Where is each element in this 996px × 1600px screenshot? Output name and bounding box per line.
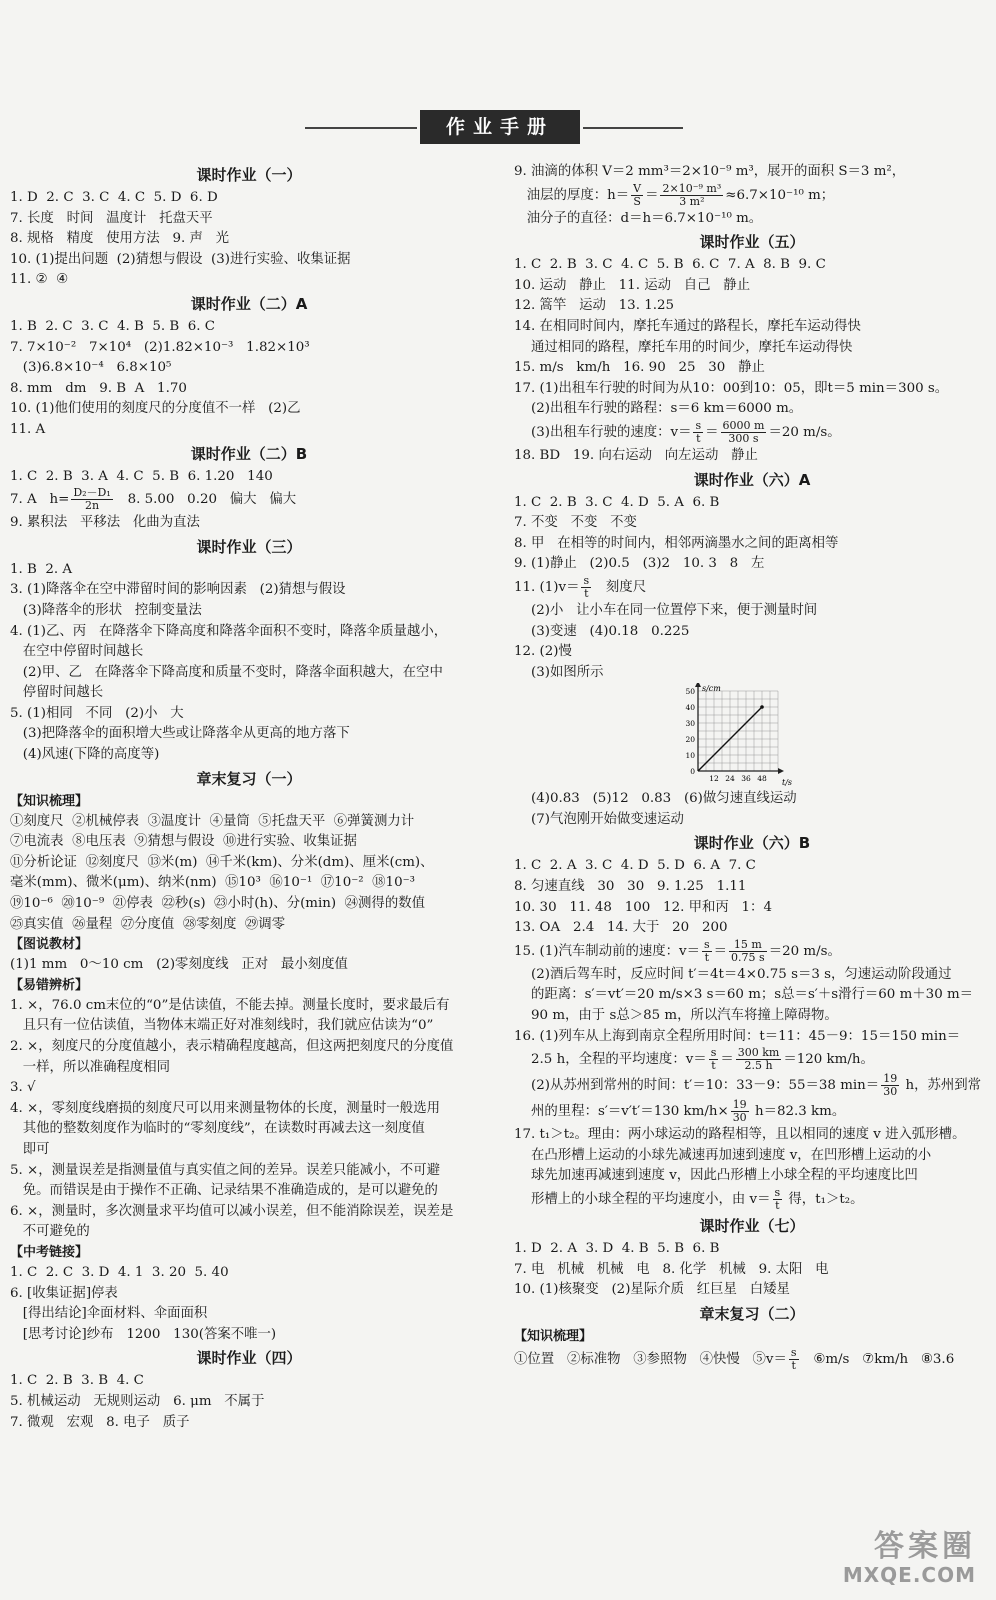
subsection-title: 【易错辨析】 [10,977,89,993]
answer-line: ⑲10⁻⁶ ⑳10⁻⁹ ㉑停表 ㉒秒(s) ㉓小时(h)、分(min) ㉔测得的数值 [10,896,425,912]
watermark-domain: MXQE.COM [842,1563,976,1587]
section-body [514,856,990,1213]
section-body [514,1327,990,1373]
answer-line: (3)如图所示 [514,664,604,680]
subsection-title: 【图说教材】 [10,937,89,953]
answer-line: 7. 电 机械 机械 电 8. 化学 机械 9. 太阳 电 [514,1261,829,1277]
s-t-graph [674,683,844,789]
text-run: ⑥m/s ⑦km/h ⑧3.6 [800,1351,955,1367]
x-axis-arrow [778,768,784,774]
answer-line: 1. C 2. C 3. D 4. 1 3. 20 5. 40 [10,1264,229,1280]
answer-line: 毫米(mm)、微米(μm)、纳米(nm) ⑮10³ ⑯10⁻¹ ⑰10⁻² ⑱10⁻³ [10,875,416,891]
denominator: t [704,950,710,964]
y-tick-label: 0 [690,767,695,777]
answer-line: 8. mm dm 9. B A 1.70 [10,380,187,396]
y-tick-label: 40 [685,703,695,713]
text-run: 15. (1)汽车制动前的速度：v＝ [514,943,700,959]
answer-line: 11. ② ④ [10,272,69,288]
denominator: 30 [732,1111,747,1125]
section-heading: 课时作业（三） [196,537,302,556]
answer-line: 油分子的直径：d＝h＝6.7×10⁻¹⁰ m。 [514,210,763,226]
answer-line [514,1073,990,1099]
answer-line: 90 m，由于 s总＞85 m，所以汽车将撞上障碍物。 [514,1008,838,1024]
text-run: ＝20 m/s。 [768,943,841,959]
answer-line: (1)1 mm 0～10 cm (2)零刻度线 正对 最小刻度值 [10,957,348,973]
numerator: 19 [883,1072,898,1086]
answer-line: 12. 篙竿 运动 13. 1.25 [514,298,675,314]
answer-line: 1. C 2. B 3. C 4. D 5. A 6. B [514,494,720,510]
answer-line [514,939,990,965]
numerator: 19 [732,1098,747,1112]
section-body [514,1239,990,1301]
y-tick-label: 20 [685,735,695,745]
fraction [581,575,591,600]
answer-line: 8. 规格 精度 使用方法 9. 声 光 [10,231,230,247]
answer-line: 2. ×，刻度尺的分度值越小，表示精确程度越高，但这两把刻度尺的分度值 [10,1039,454,1054]
numerator: D₂－D₁ [73,486,111,500]
denominator: 2n [85,499,100,513]
answer-line: ⑪分析论证 ⑫刻度尺 ⑬米(m) ⑭千米(km)、分米(dm)、厘米(cm)、 [10,854,434,870]
answer-line: 11. A [10,421,46,437]
answer-line: 13. OA 2.4 14. 大于 20 200 [514,920,728,936]
text-run: ＝ [720,1052,734,1068]
text-run: ≈6.7×10⁻¹⁰ m； [725,187,835,203]
answer-line [514,1047,990,1073]
answer-line: 其他的整数刻度作为临时的“零刻度线”，在读数时再减去这一刻度值 [10,1121,425,1137]
fraction [693,420,703,445]
x-tick-label: 48 [757,774,767,784]
answer-line: 17. (1)出租车行驶的时间为从10：00到10：05，即t＝5 min＝300 s。 [514,380,949,396]
answer-line: 1. B 2. C 3. C 4. B 5. B 6. C [10,318,216,334]
fraction [702,939,712,964]
section-heading: 课时作业（六）B [693,834,811,853]
text-run: 11. (1)v＝ [514,579,580,595]
x-tick-label: 24 [725,774,735,784]
header-rule-right [583,127,683,129]
answer-line: 1. B 2. A [10,561,73,577]
text-run: (3)出租车行驶的速度：v＝ [514,424,692,440]
denominator: 0.75 s [731,950,765,964]
text-run: 8. 5.00 0.20 偏大 偏大 [114,492,297,508]
answer-line: 10. (1)他们使用的刻度尺的分度值不一样 (2)乙 [10,401,301,417]
answer-line: (4)0.83 (5)12 0.83 (6)做匀速直线运动 [514,791,797,807]
numerator: 15 m [729,939,767,952]
fraction [731,1099,749,1124]
fraction [721,420,767,445]
numerator: s [583,573,590,587]
y-tick-label: 50 [685,687,695,697]
answer-line: 17. t₁＞t₂。理由：两小球运动的路程相等，且以相同的速度 v 进入弧形槽。 [514,1127,966,1143]
answer-line: 5. 机械运动 无规则运动 6. μm 不属于 [10,1393,265,1409]
denominator: t [711,1059,716,1073]
answer-line: (3)6.8×10⁻⁴ 6.8×10⁵ [10,360,172,376]
fraction [631,183,643,208]
text-run: ＝ [705,424,719,440]
answer-line: (7)气泡刚开始做变速运动 [514,811,684,827]
fraction [881,1073,899,1098]
section-body [514,255,990,466]
denominator: 30 [883,1085,898,1099]
answer-line: 且只有一位估读值，当物体末端正好对准刻线时，我们就应估读为“0” [10,1018,434,1034]
answer-line: 5. ×，测量误差是指测量值与真实值之间的差异。误差只能减小，不可避 [10,1162,440,1178]
answer-line: 3. √ [10,1080,36,1096]
subsection-title: 【知识梳理】 [514,1328,593,1344]
page-header-title: 作业手册 [420,110,580,144]
answer-line: 6. ×，测量时，多次测量求平均值可以减小误差，但不能消除误差，误差是 [10,1203,454,1219]
answer-line: (3)把降落伞的面积增大些或让降落伞从更高的地方落下 [10,726,350,742]
section-heading: 课时作业（一） [196,166,302,184]
answer-line: ㉕真实值 ㉖量程 ㉗分度值 ㉘零刻度 ㉙调零 [10,916,286,932]
answer-line: 球先加速再减速到速度 v，因此凸形槽上小球全程的平均速度比凹 [514,1168,918,1184]
answer-line: 14. 在相同时间内，摩托车通过的路程长，摩托车运动得快 [514,318,861,334]
answer-line: 8. 甲 在相等的时间内，相邻两滴墨水之间的距离相等 [514,535,839,551]
answer-line: (2)出租车行驶的路程：s＝6 km＝6000 m。 [514,401,803,417]
answer-line: 8. 匀速直线 30 30 9. 1.25 1.11 [514,879,747,895]
answer-line [10,487,488,513]
answer-line: (2)甲、乙 在降落伞下降高度和质量不变时，降落伞面积越大，在空中 [10,664,443,680]
answer-line: ⑦电流表 ⑧电压表 ⑨猜想与假设 ⑩进行实验、收集证据 [10,834,357,850]
section-body [10,317,488,441]
data-point [760,705,764,709]
answer-line: 10. (1)核聚变 (2)星际介质 红巨星 白矮星 [514,1282,790,1298]
answer-line: 16. (1)列车从上海到南京全程所用时间：t＝11：45－9：15＝150 min＝ [514,1028,961,1044]
x-tick-label: 36 [741,774,751,784]
y-tick-label: 10 [685,751,695,761]
answer-line [514,183,990,209]
text-run: 形槽上的小球全程的平均速度小，由 v＝ [514,1192,771,1207]
fraction [660,183,723,208]
answer-line: 1. C 2. A 3. C 4. D 5. D 6. A 7. C [514,858,756,874]
answer-line: 1. D 2. C 3. C 4. C 5. D 6. D [10,190,218,205]
right-column [514,162,990,1373]
denominator: S [633,194,641,208]
site-watermark [786,1530,976,1590]
answer-line: 即可 [10,1141,50,1157]
section-heading: 章末复习（二） [699,1304,805,1323]
numerator: 300 km [737,1046,780,1060]
answer-line: 9. (1)静止 (2)0.5 (3)2 10. 3 8 左 [514,556,765,572]
header-rule-left [305,127,417,129]
fraction [71,487,112,512]
denominator: 2.5 h [744,1059,773,1073]
numerator: s [774,1186,781,1199]
answer-line: 7. 微观 宏观 8. 电子 质子 [10,1414,190,1430]
text-run: ＝20 m/s。 [768,424,841,440]
answer-line: [思考讨论]纱布 1200 130(答案不唯一) [10,1326,277,1342]
answer-line: 1. C 2. B 3. C 4. C 5. B 6. C 7. A 8. B 9. C [514,257,826,273]
text-run: 7. A h= [10,492,70,508]
section-body [514,493,990,831]
y-axis-label: s/cm [702,684,721,694]
denominator: t [791,1358,796,1372]
numerator: V [633,181,642,195]
text-run: 州的里程：s′＝v′t′＝130 km/h× [514,1104,729,1120]
denominator: t [775,1199,780,1212]
text-run: 油层的厚度：h＝ [514,187,630,203]
answer-line: (4)风速(下降的高度等) [10,747,160,763]
answer-line: 1. C 2. B 3. A 4. C 5. B 6. 1.20 140 [10,468,273,484]
subsection-title: 【中考链接】 [10,1244,89,1260]
answer-line [514,575,990,601]
section-body [10,188,488,291]
section-body [514,162,990,229]
denominator: 300 s [728,431,759,445]
section-heading: 课时作业（七） [699,1217,805,1235]
answer-line [514,1099,990,1125]
answer-line: 的距离：s′＝vt′＝20 m/s×3 s＝60 m；s总＝s′＋s滑行＝60 m＋30 m＝ [514,987,974,1003]
x-axis-label: t/s [782,778,793,788]
numerator: 2×10⁻⁹ m³ [662,181,722,195]
numerator: 6000 m [722,418,765,432]
numerator: s [695,418,702,432]
answer-line: 7. 不变 不变 不变 [514,515,637,531]
x-tick-label: 12 [709,774,719,784]
section-body [10,560,488,766]
answer-line: 5. (1)相同 不同 (2)小 大 [10,705,184,721]
numerator: s [790,1345,797,1359]
text-run: 刻度尺 [593,579,647,595]
y-axis-arrow [695,683,701,687]
section-heading: 章末复习（一） [196,769,302,788]
text-run: ①位置 ②标准物 ③参照物 ④快慢 ⑤v＝ [514,1351,787,1367]
answer-line: 免。而错误是由于操作不正确、记录结果不准确造成的，是可以避免的 [10,1183,438,1199]
answer-line: 1. ×，76.0 cm末位的“0”是估读值，不能去掉。测量长度时，要求最后有 [10,997,450,1013]
fraction [709,1047,719,1072]
answer-line: 4. ×，零刻度线磨损的刻度尺可以用来测量物体的长度，测量时一般选用 [10,1100,440,1116]
answer-line: (3)降落伞的形状 控制变量法 [10,602,202,618]
answer-line: 7. 7×10⁻² 7×10⁴ (2)1.82×10⁻³ 1.82×10³ [10,339,310,355]
section-heading: 课时作业（二）B [190,444,308,463]
answer-line: 18. BD 19. 向右运动 向左运动 静止 [514,447,758,463]
section-heading: 课时作业（五） [699,233,805,252]
answer-line: 10. 运动 静止 11. 运动 自己 静止 [514,277,751,293]
answer-line: 12. (2)慢 [514,644,572,660]
answer-line [514,1347,990,1373]
fraction [773,1187,783,1212]
fraction [736,1047,782,1072]
answer-line [514,420,990,446]
answer-line: 10. 30 11. 48 100 12. 甲和丙 1：4 [514,899,772,915]
section-heading: 课时作业（四） [196,1349,302,1368]
graph-container [514,683,990,789]
section-body [10,467,488,534]
answer-line: 9. 油滴的体积 V＝2 mm³＝2×10⁻⁹ m³，展开的面积 S＝3 m²， [514,164,906,179]
section-heading: 课时作业（二）A [190,294,308,313]
answer-line: 10. (1)提出问题 (2)猜想与假设 (3)进行实验、收集证据 [10,251,351,267]
section-body [10,792,488,1346]
text-run: ＝ [713,943,728,959]
answer-line: 在空中停留时间越长 [10,644,144,660]
text-run: h，苏州到常 [901,1078,982,1094]
watermark-text: 答案圈 [874,1529,976,1564]
denominator: t [584,586,589,600]
answer-line: (2)酒后驾车时，反应时间 t′＝4t＝4×0.75 s＝3 s，匀速运动阶段通过 [514,966,952,982]
left-column [10,162,488,1433]
section-heading: 课时作业（六）A [693,470,811,489]
answer-line: 1. C 2. B 3. B 4. C [10,1373,144,1389]
text-run: ＝120 km/h。 [783,1052,874,1068]
answer-line: 9. 累积法 平移法 化曲为直法 [10,515,200,531]
answer-line [514,1187,990,1213]
fraction [729,939,767,964]
text-run: ＝ [645,187,659,203]
answer-line: 通过相同的路程，摩托车用的时间少，摩托车运动得快 [514,339,853,355]
fraction [789,1347,799,1372]
section-body [10,1371,488,1433]
answer-line: (3)变速 (4)0.18 0.225 [514,623,690,639]
text-run: 2.5 h，全程的平均速度：v＝ [514,1052,707,1068]
answer-line: 在凸形槽上运动的小球先减速再加速到速度 v，在凹形槽上运动的小 [514,1147,932,1163]
answer-line: 一样，所以准确程度相同 [10,1059,171,1075]
text-run: h＝82.3 km。 [750,1104,846,1120]
answer-line: [得出结论]伞面材料、伞面面积 [10,1306,208,1322]
answer-line: 6. [收集证据]停表 [10,1285,118,1301]
answer-line: 4. (1)乙、丙 在降落伞下降高度和降落伞面积不变时，降落伞质量越小， [10,623,448,639]
answer-line: (2)小 让小车在同一位置停下来，便于测量时间 [514,602,818,618]
numerator: s [704,937,710,951]
subsection-title: 【知识梳理】 [10,793,89,809]
denominator: 3 m² [679,194,705,208]
answer-line: 不可避免的 [10,1224,90,1240]
answer-line: 3. (1)降落伞在空中滞留时间的影响因素 (2)猜想与假设 [10,582,346,598]
text-run: 得，t₁＞t₂。 [784,1192,864,1207]
answer-line: 7. 长度 时间 温度计 托盘天平 [10,210,213,226]
text-run: (2)从苏州到常州的时间：t′＝10：33－9：55＝38 min＝ [514,1078,880,1094]
answer-line: 停留时间越长 [10,685,104,701]
y-tick-label: 30 [685,719,695,729]
answer-line: 15. m/s km/h 16. 90 25 30 静止 [514,360,765,376]
answer-line: 1. D 2. A 3. D 4. B 5. B 6. B [514,1241,720,1256]
numerator: s [710,1046,717,1060]
answer-line: ①刻度尺 ②机械停表 ③温度计 ④量筒 ⑤托盘天平 ⑥弹簧测力计 [10,813,415,829]
denominator: t [696,431,701,445]
